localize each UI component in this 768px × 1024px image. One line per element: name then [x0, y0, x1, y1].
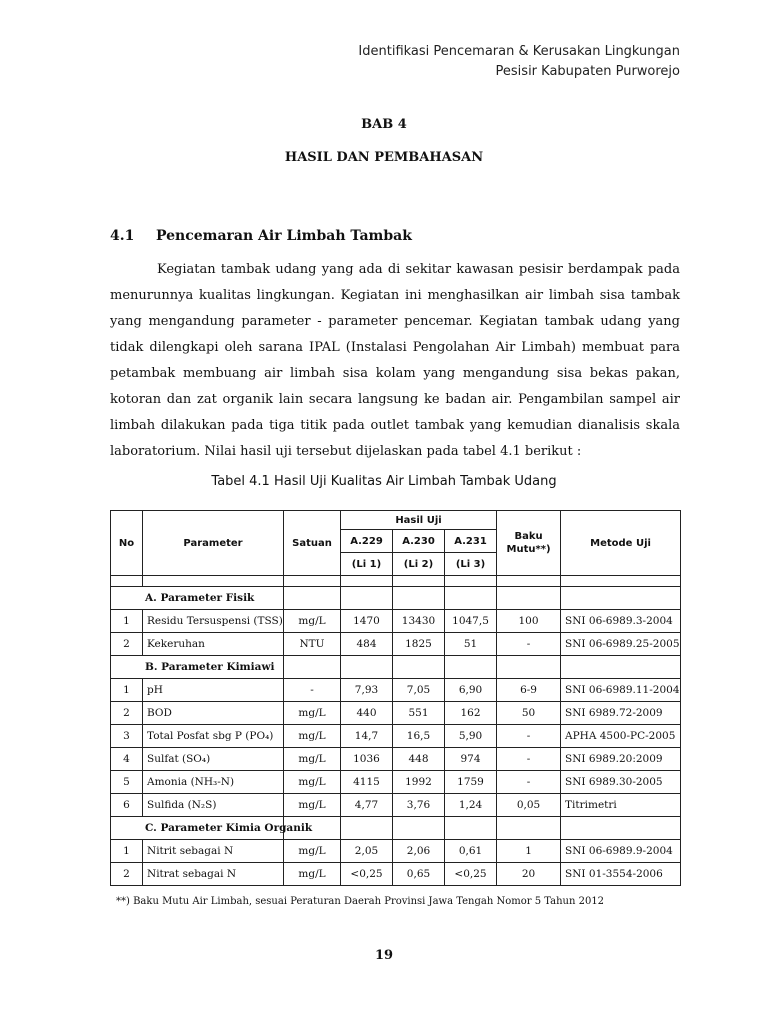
table-row: [111, 679, 681, 702]
empty-cell: [497, 817, 561, 840]
paragraph-line: Kegiatan tambak udang yang ada di sekitar kawasan pesisir berdampak pada: [157, 262, 680, 277]
cell-no: 2: [111, 863, 143, 886]
cell-baku: 20: [497, 863, 561, 886]
header-baku-mutu-line1: Baku: [514, 531, 543, 542]
cell-metode: SNI 6989.20:2009: [561, 748, 681, 771]
empty-cell: [445, 817, 497, 840]
paragraph-line: yang mengandung parameter - parameter pencemar. Kegiatan tambak udang yang: [110, 314, 680, 329]
cell-metode: SNI 6989.30-2005: [561, 771, 681, 794]
running-header-title: Identifikasi Pencemaran & Kerusakan Lingkungan: [358, 44, 680, 59]
cell-baku: 100: [497, 610, 561, 633]
cell-parameter: Residu Tersuspensi (TSS): [143, 610, 284, 633]
cell-li3: 5,90: [445, 725, 497, 748]
body-paragraph: [110, 257, 680, 465]
section-number: 4.1: [110, 228, 135, 244]
cell-li2: 0,65: [393, 863, 445, 886]
paragraph-line: laboratorium. Nilai hasil uji tersebut dijelaskan pada tabel 4.1 berikut :: [110, 444, 582, 459]
group-row: [111, 817, 681, 840]
cell-satuan: mg/L: [284, 725, 341, 748]
chapter-number: BAB 4: [361, 117, 407, 132]
cell-no: 5: [111, 771, 143, 794]
cell-li1: 1470: [341, 610, 393, 633]
empty-cell: [393, 587, 445, 610]
cell-baku: -: [497, 633, 561, 656]
cell-li2: 3,76: [393, 794, 445, 817]
cell-baku: -: [497, 748, 561, 771]
cell-metode: SNI 06-6989.11-2004: [561, 679, 681, 702]
table-row: [111, 702, 681, 725]
cell-li1: 2,05: [341, 840, 393, 863]
empty-cell: [341, 587, 393, 610]
cell-metode: Titrimetri: [561, 794, 681, 817]
paragraph-line: kotoran dan zat organik lain secara langsung ke badan air. Pengambilan sampel air: [110, 392, 680, 407]
cell-li1: 484: [341, 633, 393, 656]
header-baku-mutu-line2: Mutu**): [506, 544, 551, 555]
empty-cell: [497, 587, 561, 610]
empty-cell: [445, 587, 497, 610]
empty-cell: [561, 656, 681, 679]
table-footnote: **) Baku Mutu Air Limbah, sesuai Peraturan Daerah Provinsi Jawa Tengah Nomor 5 Tahun 2012: [116, 896, 605, 907]
empty-cell: [341, 817, 393, 840]
cell-satuan: mg/L: [284, 610, 341, 633]
empty-cell: [497, 656, 561, 679]
paragraph-line: limbah dilakukan pada tiga titik pada outlet tambak yang kemudian dianalisis skala: [110, 418, 680, 433]
cell-li3: 51: [445, 633, 497, 656]
empty-cell: [393, 656, 445, 679]
cell-li3: 6,90: [445, 679, 497, 702]
cell-no: 4: [111, 748, 143, 771]
cell-li1: 7,93: [341, 679, 393, 702]
cell-li2: 2,06: [393, 840, 445, 863]
table-row: [111, 748, 681, 771]
table-row: [111, 771, 681, 794]
group-row: [111, 587, 681, 610]
cell-li1: <0,25: [341, 863, 393, 886]
group-title: B. Parameter Kimiawi: [111, 656, 284, 679]
header-metode-uji: Metode Uji: [561, 511, 681, 576]
header-li1: (Li 1): [341, 553, 393, 576]
cell-parameter: BOD: [143, 702, 284, 725]
header-no: No: [111, 511, 143, 576]
cell-metode: SNI 06-6989.25-2005: [561, 633, 681, 656]
header-baku-mutu: [497, 511, 561, 576]
chapter-title: HASIL DAN PEMBAHASAN: [284, 150, 484, 165]
section-heading: [110, 228, 412, 244]
cell-baku: 6-9: [497, 679, 561, 702]
cell-baku: -: [497, 725, 561, 748]
cell-baku: 1: [497, 840, 561, 863]
table-caption: Tabel 4.1 Hasil Uji Kualitas Air Limbah Tambak Udang: [211, 474, 557, 489]
cell-li3: <0,25: [445, 863, 497, 886]
cell-no: 6: [111, 794, 143, 817]
cell-parameter: Sulfida (N₂S): [143, 794, 284, 817]
table-row: [111, 794, 681, 817]
cell-li2: 1992: [393, 771, 445, 794]
cell-no: 1: [111, 840, 143, 863]
cell-satuan: mg/L: [284, 748, 341, 771]
table-row: [111, 725, 681, 748]
header-a229: A.229: [341, 530, 393, 553]
cell-li2: 551: [393, 702, 445, 725]
cell-li2: 448: [393, 748, 445, 771]
paragraph-line: tidak dilengkapi oleh sarana IPAL (Instalasi Pengolahan Air Limbah) membuat para: [110, 340, 680, 355]
cell-satuan: mg/L: [284, 702, 341, 725]
cell-li2: 1825: [393, 633, 445, 656]
paragraph-line: petambak membuang air limbah sisa kolam yang mengandung sisa bekas pakan,: [110, 366, 680, 381]
table-header-row: [111, 511, 681, 530]
group-row: [111, 656, 681, 679]
cell-no: 2: [111, 633, 143, 656]
cell-metode: SNI 06-6989.9-2004: [561, 840, 681, 863]
cell-li1: 14,7: [341, 725, 393, 748]
cell-parameter: Total Posfat sbg P (PO₄): [143, 725, 284, 748]
cell-li3: 1759: [445, 771, 497, 794]
cell-parameter: Nitrit sebagai N: [143, 840, 284, 863]
table-row: [111, 863, 681, 886]
header-a230: A.230: [393, 530, 445, 553]
cell-satuan: -: [284, 679, 341, 702]
cell-li2: 7,05: [393, 679, 445, 702]
cell-parameter: Kekeruhan: [143, 633, 284, 656]
cell-satuan: mg/L: [284, 840, 341, 863]
cell-metode: SNI 06-6989.3-2004: [561, 610, 681, 633]
cell-li1: 4115: [341, 771, 393, 794]
cell-li1: 440: [341, 702, 393, 725]
cell-li3: 162: [445, 702, 497, 725]
header-li3: (Li 3): [445, 553, 497, 576]
cell-satuan: mg/L: [284, 771, 341, 794]
empty-cell: [284, 656, 341, 679]
section-title: Pencemaran Air Limbah Tambak: [156, 228, 412, 244]
cell-li1: 1036: [341, 748, 393, 771]
paragraph-line: menurunnya kualitas lingkungan. Kegiatan ini menghasilkan air limbah sisa tambak: [110, 288, 680, 303]
cell-no: 1: [111, 679, 143, 702]
cell-metode: SNI 01-3554-2006: [561, 863, 681, 886]
cell-li2: 13430: [393, 610, 445, 633]
cell-metode: SNI 6989.72-2009: [561, 702, 681, 725]
empty-cell: [445, 656, 497, 679]
table-row: [111, 633, 681, 656]
cell-satuan: NTU: [284, 633, 341, 656]
empty-cell: [284, 587, 341, 610]
water-quality-table: [110, 510, 681, 886]
spacer-row: [111, 576, 681, 587]
table-row: [111, 840, 681, 863]
empty-cell: [561, 587, 681, 610]
cell-parameter: Sulfat (SO₄): [143, 748, 284, 771]
cell-baku: 0,05: [497, 794, 561, 817]
cell-baku: 50: [497, 702, 561, 725]
cell-parameter: pH: [143, 679, 284, 702]
cell-parameter: Amonia (NH₃-N): [143, 771, 284, 794]
header-hasil-uji: Hasil Uji: [341, 511, 497, 530]
table-row: [111, 610, 681, 633]
cell-no: 2: [111, 702, 143, 725]
cell-no: 1: [111, 610, 143, 633]
empty-cell: [561, 817, 681, 840]
cell-li3: 1,24: [445, 794, 497, 817]
header-li2: (Li 2): [393, 553, 445, 576]
header-a231: A.231: [445, 530, 497, 553]
header-parameter: Parameter: [143, 511, 284, 576]
cell-no: 3: [111, 725, 143, 748]
cell-li3: 974: [445, 748, 497, 771]
cell-baku: -: [497, 771, 561, 794]
cell-satuan: mg/L: [284, 863, 341, 886]
cell-li3: 1047,5: [445, 610, 497, 633]
header-satuan: Satuan: [284, 511, 341, 576]
page-number: 19: [374, 948, 394, 963]
cell-li1: 4,77: [341, 794, 393, 817]
cell-parameter: Nitrat sebagai N: [143, 863, 284, 886]
cell-satuan: mg/L: [284, 794, 341, 817]
empty-cell: [393, 817, 445, 840]
cell-metode: APHA 4500-PC-2005: [561, 725, 681, 748]
group-title: C. Parameter Kimia Organik: [111, 817, 284, 840]
running-header-subtitle: Pesisir Kabupaten Purworejo: [495, 64, 680, 79]
cell-li3: 0,61: [445, 840, 497, 863]
empty-cell: [341, 656, 393, 679]
cell-li2: 16,5: [393, 725, 445, 748]
group-title: A. Parameter Fisik: [111, 587, 284, 610]
